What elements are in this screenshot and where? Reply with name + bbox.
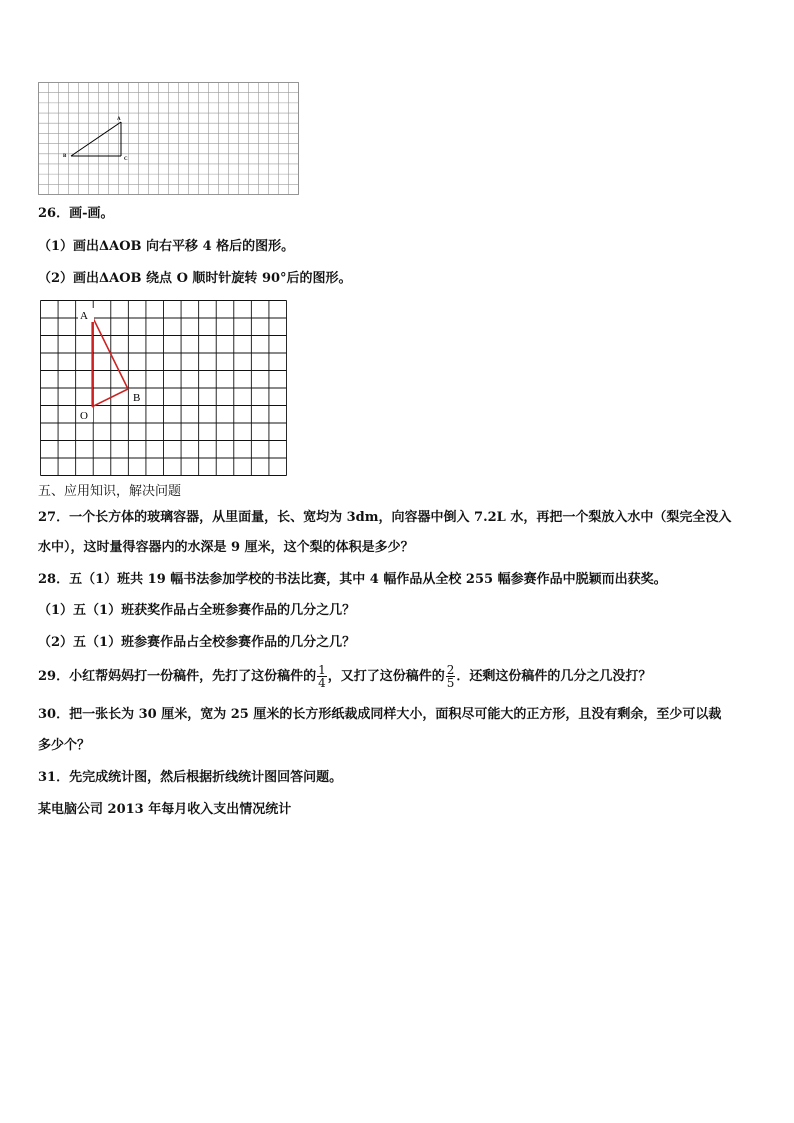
label-a: A: [80, 310, 88, 322]
q30-line2: 多少个？: [38, 738, 91, 753]
label-b: B: [63, 154, 67, 159]
fraction-two-fifths: [446, 664, 456, 689]
q30-line1: 30．把一张长为 30 厘米，宽为 25 厘米的长方形纸裁成同样大小，面积尽可能大的正方形，且没有剩余，至少可以裁: [38, 707, 722, 722]
q29-line: [38, 662, 651, 692]
q27-line1: 27．一个长方体的玻璃容器，从里面量，长、宽均为 3dm，向容器中倒入 7.2L 水，再把一个梨放入水中（梨完全没入: [38, 510, 732, 525]
q28-line1: 28．五（1）班共 19 幅书法参加学校的书法比赛，其中 4 幅作品从全校 255 幅参赛作品中脱颖而出获奖。: [38, 572, 667, 587]
q26-title: 26．画-画。: [38, 206, 114, 221]
q28-part2: （2）五（1）班参赛作品占全校参赛作品的几分之几？: [38, 635, 356, 650]
q31-title: 31．先完成统计图，然后根据折线统计图回答问题。: [38, 770, 343, 785]
q26-part1: （1）画出ΔAOB 向右平移 4 格后的图形。: [38, 239, 295, 254]
grid-figure-2: [40, 300, 288, 478]
label-o: O: [80, 410, 88, 422]
fraction-denominator: 4: [318, 676, 326, 690]
fraction-denominator: 5: [446, 676, 455, 690]
triangle-side-ob: [92, 389, 128, 407]
grid-figure-1: [38, 82, 300, 196]
q29-text-b: ，又打了这份稿件的: [327, 669, 445, 684]
q27-line2: 水中），这时量得容器内的水深是 9 厘米，这个梨的体积是多少？: [38, 540, 414, 555]
label-b: B: [133, 392, 141, 404]
fraction-numerator: 1: [318, 663, 326, 677]
section-5-heading: 五、应用知识，解决问题: [38, 484, 182, 499]
label-a: A: [117, 117, 121, 122]
q29-text-a: 29．小红帮妈妈打一份稿件，先打了这份稿件的: [38, 669, 317, 684]
fraction-numerator: 2: [446, 663, 455, 677]
q26-part2: （2）画出ΔAOB 绕点 O 顺时针旋转 90°后的图形。: [38, 271, 352, 286]
label-c: C: [124, 157, 128, 162]
fraction-one-quarter: [317, 664, 327, 689]
q29-text-c: ．还剩这份稿件的几分之几没打？: [456, 669, 652, 684]
chart-caption: 某电脑公司 2013 年每月收入支出情况统计: [38, 802, 292, 817]
q28-part1: （1）五（1）班获奖作品占全班参赛作品的几分之几？: [38, 603, 356, 618]
